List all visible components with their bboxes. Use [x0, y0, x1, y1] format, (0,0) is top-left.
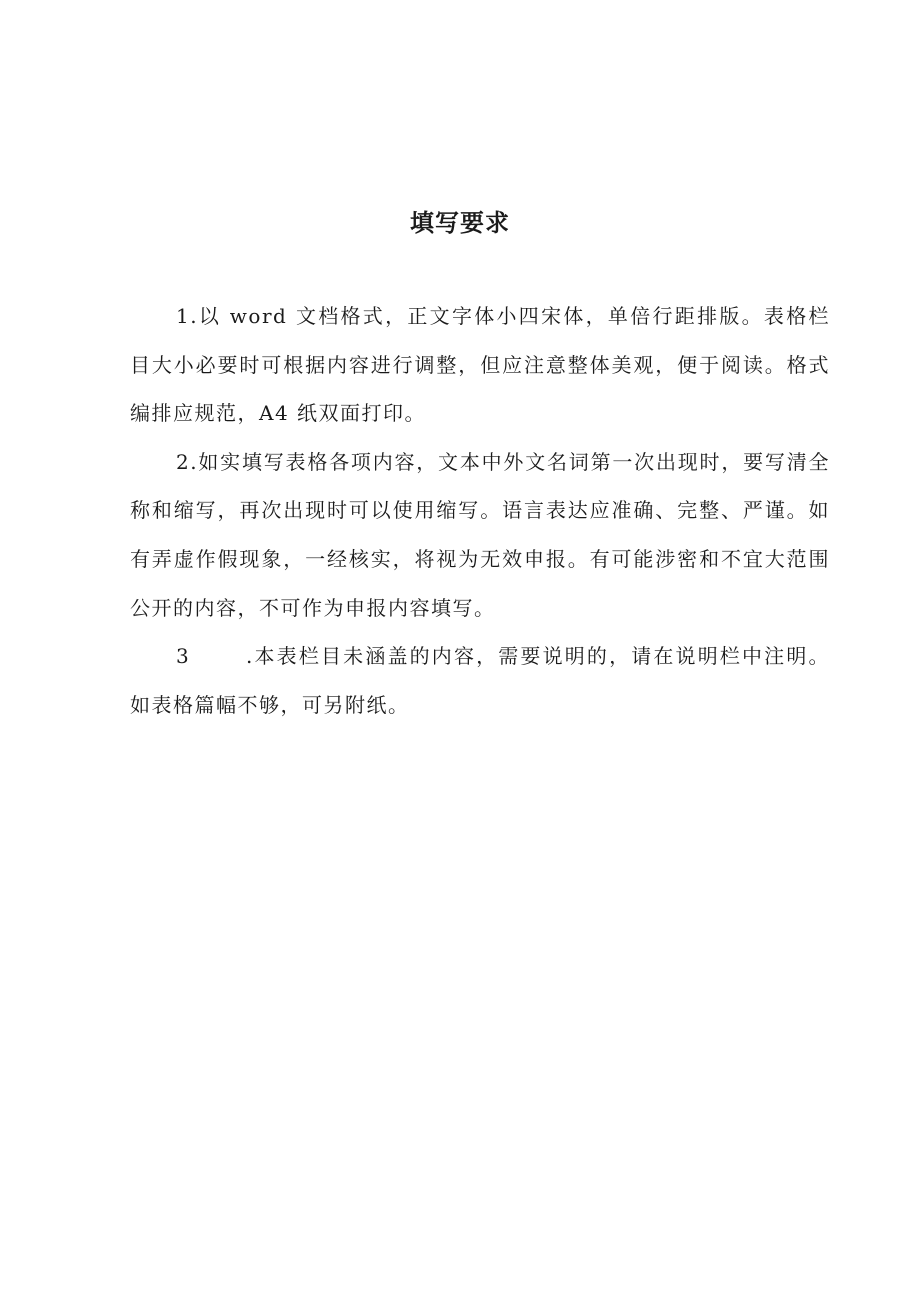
page-title: 填写要求 — [410, 209, 510, 237]
requirement-number-3: 3 — [176, 644, 191, 669]
requirements-body — [130, 292, 830, 729]
requirement-paragraph-3 — [130, 632, 830, 729]
requirement-paragraph-2: 2.如实填写表格各项内容，文本中外文名词第一次出现时，要写清全称和缩写，再次出现时可以使用缩写。语言表达应准确、完整、严谨。如有弄虚作假现象，一经核实，将视为无效申报。有可能涉密和不宜大范围公开的内容，不可作为申报内容填写。 — [130, 449, 830, 620]
requirement-paragraph-3-text: .本表栏目未涵盖的内容，需要说明的，请在说明栏中注明。如表格篇幅不够，可另附纸。 — [130, 644, 830, 717]
requirement-paragraph-1: 1.以 word 文档格式，正文字体小四宋体，单倍行距排版。表格栏目大小必要时可根据内容进行调整，但应注意整体美观，便于阅读。格式编排应规范，A4 纸双面打印。 — [130, 304, 830, 426]
